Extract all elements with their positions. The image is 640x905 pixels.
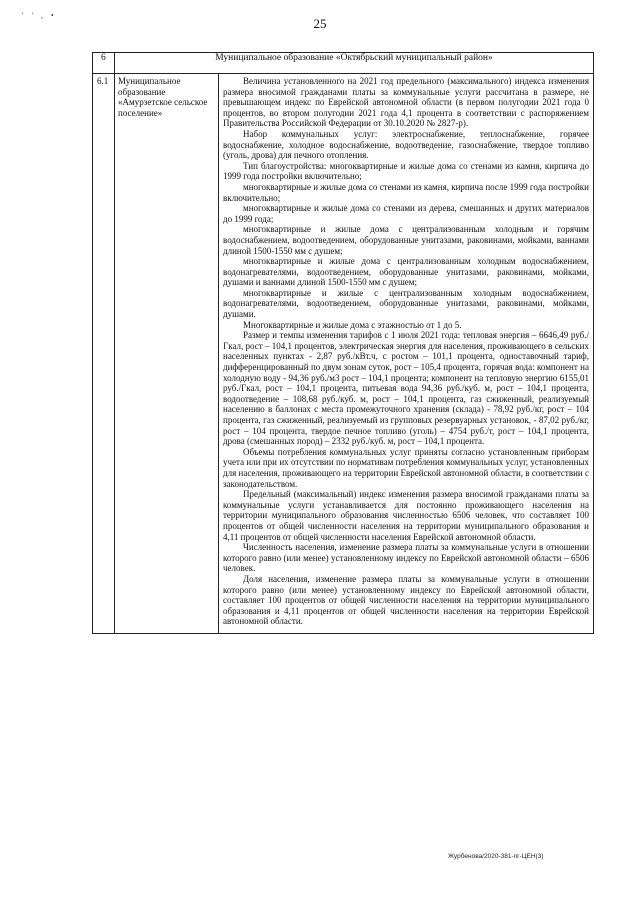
row-description [219, 74, 594, 634]
paragraph-max-index: Предельный (максимальный) индекс изменения размера вносимой гражданами платы за коммунальные услуги устанавливается для постоянно проживающего населения на территории муниципального образования численностью 6506 человек, что составляет 100 процентов от общей численности населения на территории муниципального образования и 4,11 процентов от общей численности населения Еврейской автономной области. [223, 489, 589, 542]
paragraph-services: Набор коммунальных услуг: электроснабжение, теплоснабжение, горячее водоснабжение, холодное водоснабжение, водоотведение, газоснабжение, твердое топливо (уголь, дрова) для печного отопления. [223, 128, 589, 161]
tariff-table [92, 52, 594, 634]
paragraph-consumption: Объемы потребления коммунальных услуг приняты согласно установленным приборам учета или при их отсутствии по нормативам потребления коммунальных услуг, установленных для населения, проживающего на территории Еврейской автономной области, в соответствии с законодательством. [223, 446, 589, 489]
paragraph-housing-type-5: многоквартирные и жилые дома с централизованным холодным водоснабжением, водонагревателями, водоотведением, оборудованные унитазами, раковинами, мойками, душами и ваннами длиной 1500-1550 мм с душем; [223, 256, 589, 288]
page-number: 25 [313, 16, 327, 31]
paragraph-tariffs: Размер и темпы изменения тарифов с 1 июля 2021 года: тепловая энергия – 6646,49 руб./Гкал, рост – 104,1 процентов, электрическая энергия для населения, проживающего в сельских населенных пунктах - 2,87 руб./кВт.ч, с ростом – 101,1 процента, одноставочный тариф, дифференцированный по двум зонам суток, рост – 105,4 процента, горячая вода: компонент на холодную воду - 94,36 руб./м3 рост – 104,1 процента; компонент на тепловую энергию 6155,01 руб./Гкал, рост – 104,1 процента, питьевая вода 94,36 руб./куб. м, рост – 104,1 процента, водоотведение – 108,68 руб./куб. м, рост – 104,1 процента, газ сжиженный, реализуемый населению в баллонах с места промежуточного хранения (склада) - 78,92 руб./кг, рост – 104 процента, газ сжиженный, реализуемый из групповых резервуарных установок, - 87,02 руб./кг, рост – 104 процента, твердое печное топливо (уголь) – 4754 руб./т, рост – 104,1 процента, дрова (смешанных пород) – 2332 руб./куб. м, рост – 104,1 процента. [223, 330, 589, 447]
table-header-row [93, 53, 594, 74]
paragraph-index-value: Величина установленного на 2021 год предельного (максимального) индекса изменения размера вносимой гражданами платы за коммунальные услуги рассчитана в размере, не превышающем индекс по Еврейской автономной области (в первом полугодии 2021 года 0 процентов, во втором полугодии 2021 года 4,1 процента в соответствии с распоряжением Правительства Российской Федерации от 30.10.2020 № 2827-р). [223, 76, 589, 129]
footer-document-code: Журбенова/2020-381-пг-ЦЕН(3) [448, 853, 544, 860]
paragraph-housing-type-4: многоквартирные и жилые дома с централизованным холодным и горячим водоснабжением, водоотведением, оборудованные унитазами, раковинами, мойками, ваннами длиной 1500-1550 мм с душем; [223, 224, 589, 256]
paragraph-floors: Многоквартирные и жилые дома с этажностью от 1 до 5. [243, 319, 462, 330]
section-number: 6 [93, 53, 115, 74]
paragraph-housing-type-2: многоквартирные и жилые дома со стенами из камня, кирпича после 1999 года постройки включительно; [223, 181, 589, 203]
municipality-name: Муниципальное образование «Амурзетское сельское поселение» [115, 74, 219, 634]
paragraph-population-share: Доля населения, изменение размера платы за коммунальные услуги в отношении которого равно (или менее) установленному индексу по Еврейской автономной области, составляет 100 процентов от общей численности населения на территории муниципального образования и 4,11 процентов от общей численности населения на территории Еврейской автономной области. [223, 573, 589, 627]
paragraph-housing-type-6: многоквартирные и жилые с централизованным холодным водоснабжением, водонагревателями, водоотведением, оборудованные унитазами, раковинами, мойками, душами. [223, 287, 589, 320]
row-index: 6.1 [93, 74, 115, 634]
paragraph-population: Численность населения, изменение размера платы за коммунальные услуги в отношении которого равно (или менее) установленному индексу по Еврейской автономной области – 6506 человек. [223, 542, 589, 574]
paragraph-housing-type-3: многоквартирные и жилые дома со стенами из дерева, смешанных и других материалов до 1999 года; [223, 203, 589, 224]
scan-marks: ' ' , • [22, 11, 57, 20]
table-row [93, 74, 594, 634]
paragraph-housing-type-1: Тип благоустройства: многоквартирные и жилые дома со стенами из камня, кирпича до 1999 года постройки включительно; [223, 160, 589, 182]
section-title: Муниципальное образование «Октябрьский муниципальный район» [115, 53, 594, 74]
